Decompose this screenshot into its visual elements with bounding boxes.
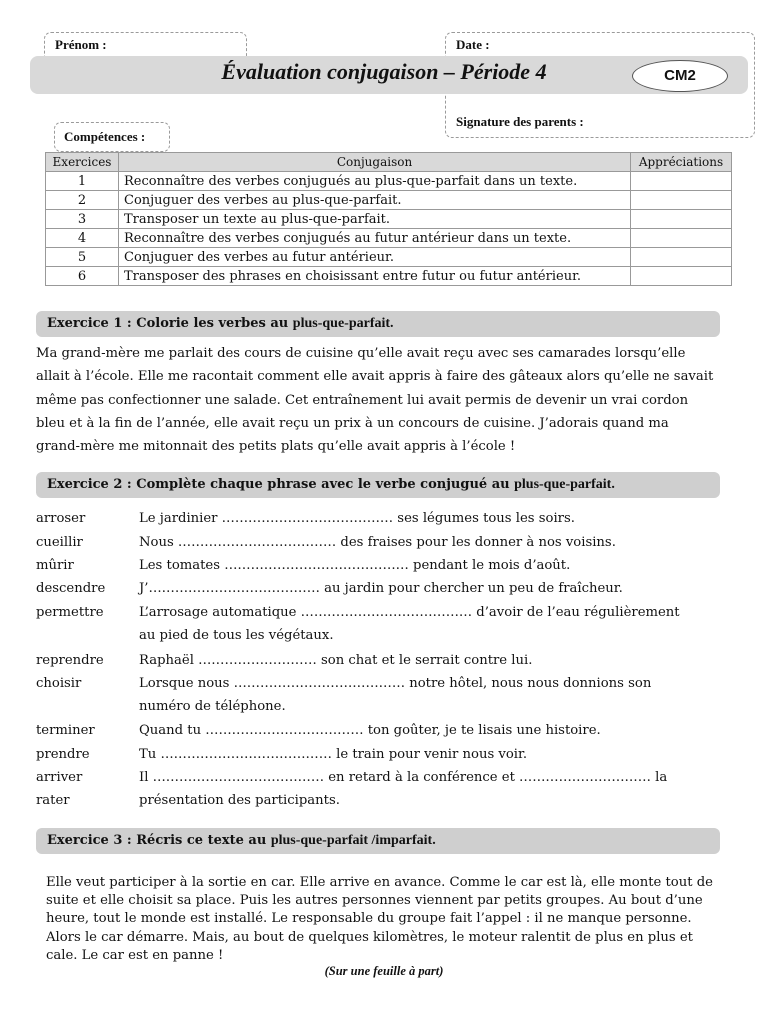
verb-label: terminer (36, 723, 95, 738)
table-header-row (46, 153, 732, 172)
competence-text: Reconnaître des verbes conjugués au futur antérieur dans un texte. (119, 229, 631, 248)
sentence: Il ………………………………… en retard à la conférence et ………………………… la (139, 770, 668, 785)
exercise-1-title: Exercice 1 : Colorie les verbes au (47, 316, 289, 331)
sentence: Raphaël ……………………… son chat et le serrait contre lui. (139, 653, 533, 668)
sentence: Quand tu ……………………………… ton goûter, je te lisais une histoire. (139, 723, 601, 738)
verb-label: arroser (36, 511, 86, 526)
sentence-continuation: au pied de tous les végétaux. (139, 628, 334, 643)
header-conjugaison: Conjugaison (119, 153, 631, 172)
table-row (46, 172, 732, 191)
appreciation-cell[interactable] (631, 172, 732, 191)
sentence-continuation: présentation des participants. (139, 793, 340, 808)
exercise-1-text (36, 342, 736, 458)
exercise-number: 4 (46, 229, 119, 248)
exercise-3-header (36, 828, 720, 854)
text-line: grand-mère me mitonnait des petits plats qu’elle avait appris à l’école ! (36, 439, 516, 455)
verb-label: choisir (36, 676, 82, 691)
table-row (46, 229, 732, 248)
sentence: Nous ……………………………… des fraises pour les donner à nos voisins. (139, 535, 616, 550)
competence-text: Transposer un texte au plus-que-parfait. (119, 210, 631, 229)
verb-label: prendre (36, 747, 90, 762)
table-row (46, 248, 732, 267)
sentence: Lorsque nous ………………………………… notre hôtel, nous nous donnions son (139, 676, 652, 691)
sentence: Tu ………………………………… le train pour venir nous voir. (139, 747, 528, 762)
text-line: cale. Le car est en panne ! (46, 947, 224, 963)
exercise-3-title: Exercice 3 : Récris ce texte au (47, 833, 267, 848)
exercise-1-header (36, 311, 720, 337)
competence-text: Transposer des phrases en choisissant entre futur ou futur antérieur. (119, 267, 631, 286)
appreciation-cell[interactable] (631, 248, 732, 267)
prenom-label: Prénom : (55, 37, 107, 52)
verb-label: arriver (36, 770, 83, 785)
appreciation-cell[interactable] (631, 191, 732, 210)
sentence-continuation: numéro de téléphone. (139, 699, 286, 714)
table-row (46, 191, 732, 210)
text-line: Alors le car démarre. Mais, au bout de quelques kilomètres, le moteur ralentit de plus en plus et (46, 929, 693, 945)
verb-label: cueillir (36, 535, 83, 550)
exercise-number: 3 (46, 210, 119, 229)
sentence: J’………………………………… au jardin pour chercher un peu de fraîcheur. (139, 581, 623, 596)
sentence: Le jardinier ………………………………… ses légumes tous les soirs. (139, 511, 575, 526)
date-label: Date : (456, 37, 490, 52)
sentence: Les tomates …………………………………… pendant le mois d’août. (139, 558, 571, 573)
competences-table (45, 152, 732, 286)
verb-label: descendre (36, 581, 106, 596)
text-line: Elle veut participer à la sortie en car. Elle arrive en avance. Comme le car est là, elle monte tout de (46, 875, 713, 890)
appreciation-cell[interactable] (631, 210, 732, 229)
exercise-3-title-suffix: plus-que-parfait /imparfait. (270, 833, 436, 848)
exercise-number: 1 (46, 172, 119, 191)
header-exercices: Exercices (46, 153, 119, 172)
header-appreciations: Appréciations (631, 153, 732, 172)
competences-label: Compétences : (64, 129, 146, 144)
separate-sheet-note: (Sur une feuille à part) (324, 964, 444, 978)
sentence: L’arrosage automatique ………………………………… d’avoir de l’eau régulièrement (139, 605, 680, 620)
exercise-1-title-suffix: plus-que-parfait. (292, 316, 394, 331)
exercise-number: 5 (46, 248, 119, 267)
competence-text: Conjuguer des verbes au futur antérieur. (119, 248, 631, 267)
exercise-3-text (46, 874, 736, 965)
exercise-2-title: Exercice 2 : Complète chaque phrase avec le verbe conjugué au (47, 477, 510, 492)
text-line: Ma grand-mère me parlait des cours de cuisine qu’elle avait reçu avec ses camarades lorsqu’elle (36, 346, 686, 361)
text-line: bleu et à la fin de l’année, elle avait reçu un prix à un concours de cuisine. J’adorais quand ma (36, 415, 669, 431)
text-line: heure, tout le monde est installé. Le responsable du groupe fait l’appel : il ne manque personne. (46, 911, 692, 927)
verb-label: rater (36, 793, 70, 808)
exercise-2-title-suffix: plus-que-parfait. (514, 477, 615, 492)
verb-label: permettre (36, 605, 104, 620)
verb-label: reprendre (36, 653, 104, 668)
competence-text: Conjuguer des verbes au plus-que-parfait. (119, 191, 631, 210)
signature-label: Signature des parents : (456, 114, 584, 129)
exercise-2-header (36, 472, 720, 498)
level-badge: CM2 (632, 60, 728, 92)
verb-label: mûrir (36, 558, 74, 573)
competence-text: Reconnaître des verbes conjugués au plus-que-parfait dans un texte. (119, 172, 631, 191)
table-row (46, 210, 732, 229)
text-line: allait à l’école. Elle me racontait comment elle avait appris à faire des gâteaux alors qu’elle ne savait (36, 369, 714, 385)
page-title: Évaluation conjugaison – Période 4 (221, 59, 547, 84)
exercise-number: 2 (46, 191, 119, 210)
table-row (46, 267, 732, 286)
exercise-number: 6 (46, 267, 119, 286)
text-line: même pas confectionner une salade. Cet entraînement lui avait permis de devenir un vrai cordon (36, 392, 689, 408)
text-line: suite et elle choisit sa place. Puis les autres personnes viennent par petits groupes. Au bout d’une (46, 893, 703, 909)
appreciation-cell[interactable] (631, 267, 732, 286)
appreciation-cell[interactable] (631, 229, 732, 248)
